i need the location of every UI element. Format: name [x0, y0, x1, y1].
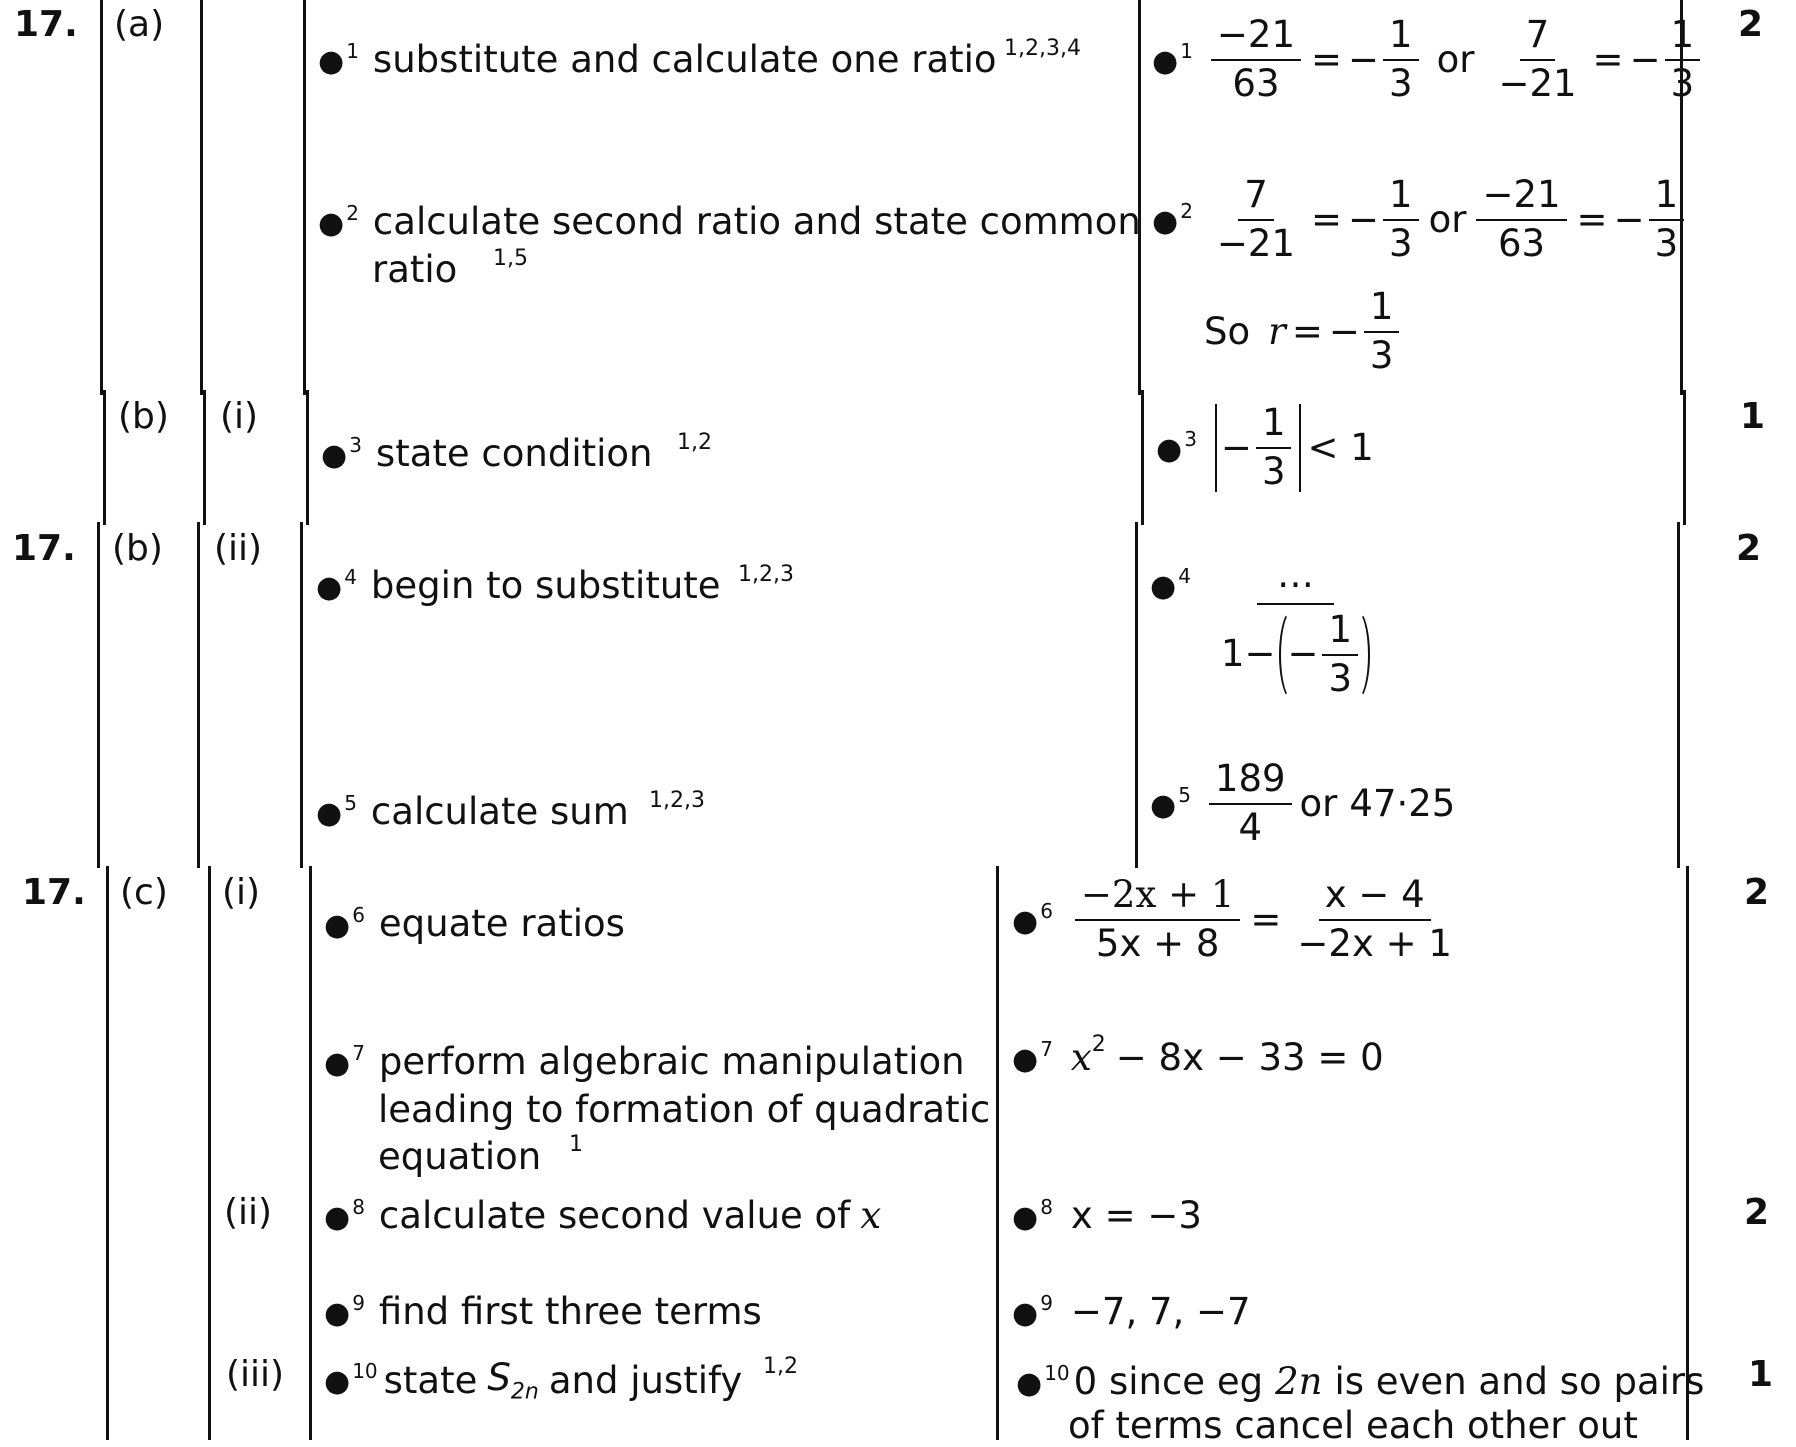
- grid-line: [1141, 390, 1144, 525]
- grid-line: [996, 866, 999, 1440]
- bullet-marker: ● $^4$: [316, 564, 357, 605]
- fraction: $\frac{-21}{63}$: [1211, 16, 1301, 104]
- point-description: calculate second ratio and state common: [372, 200, 1141, 243]
- subpart-label: (ii): [214, 528, 263, 569]
- subpart-label: (i): [220, 396, 259, 437]
- parenthesis-group: − $\frac{1}{3}$: [1279, 609, 1370, 701]
- subpart-label: (iii): [226, 1354, 285, 1395]
- marks-value: 2: [1744, 872, 1770, 913]
- fraction: $\frac{1}{3}$: [1649, 176, 1685, 264]
- sum-symbol: $S_{2n}$: [487, 1356, 539, 1405]
- bullet-marker: ● $^2$: [318, 200, 359, 241]
- expected-point: [324, 1040, 965, 1083]
- fraction: $\frac{1}{3}$: [1383, 16, 1419, 104]
- illustrative-answer: ● $^7$ x $^2$ − 8x − 33 = 0: [1012, 1032, 1384, 1079]
- grid-line: [208, 866, 211, 1440]
- bullet-marker: ● $^1$: [318, 38, 359, 79]
- variable-x: x: [860, 1194, 882, 1237]
- illustrative-answer: ● $^6$ $\frac{-2x + 1}{5x + 8}$ = $\frac{x - 4}{-2x + 1}$: [1012, 876, 1462, 964]
- expected-point: [324, 1290, 762, 1333]
- fraction: $\frac{x - 4}{-2x + 1}$: [1297, 873, 1452, 965]
- fraction: $\frac{1}{3}$: [1364, 288, 1400, 376]
- bullet-marker: ● $^7$: [1012, 1036, 1053, 1077]
- bullet-marker: ● $^1$: [1152, 38, 1193, 79]
- point-description-cont: equation: [378, 1135, 542, 1178]
- bullet-marker: ● $^5$: [316, 790, 357, 831]
- grid-line: [1677, 522, 1680, 868]
- bullet-marker: ● $^6$: [324, 902, 365, 943]
- bullet-marker: ● $^3$: [1156, 426, 1197, 467]
- note-reference: 1,5: [493, 246, 528, 271]
- illustrative-answer: ● $^9$ −7, 7, −7: [1012, 1290, 1251, 1333]
- bullet-marker: ● $^8$: [324, 1194, 365, 1235]
- note-reference: 1: [569, 1132, 583, 1157]
- absolute-value: − $\frac{1}{3}$: [1215, 404, 1302, 492]
- grid-line: [306, 390, 309, 525]
- fraction: $\frac{189}{4}$: [1209, 760, 1292, 848]
- bullet-marker: ● $^9$: [1012, 1290, 1053, 1331]
- bullet-marker: ● $^2$: [1152, 198, 1193, 239]
- fraction: $\frac{-21}{63}$: [1476, 176, 1566, 264]
- point-description: calculate second value of: [378, 1194, 851, 1237]
- marks-value: 2: [1736, 528, 1762, 569]
- illustrative-answer: ● $^1$ $\frac{-21}{63}$ = − $\frac{1}{3}$ or $\frac{7}{-21}$ = − $\frac{1}{3}$: [1152, 16, 1704, 104]
- expected-point: [321, 432, 652, 475]
- grid-line: [300, 522, 303, 868]
- grid-line: [100, 0, 103, 395]
- illustrative-answer: [1150, 553, 1380, 701]
- fraction: … 1− − $\frac{1}{3}$: [1215, 556, 1376, 701]
- expected-point: [324, 1194, 881, 1237]
- bullet-marker: ● $^9$: [324, 1290, 365, 1331]
- fraction: $\frac{7}{-21}$: [1216, 173, 1296, 265]
- bullet-marker: ● $^7$: [324, 1040, 365, 1081]
- illustrative-answer-cont: of terms cancel each other out: [1068, 1404, 1638, 1447]
- bullet-marker: ● $^8$: [1012, 1194, 1053, 1235]
- question-number: 17.: [22, 872, 86, 913]
- illustrative-answer: ● $^3$ − $\frac{1}{3}$ < 1: [1156, 401, 1374, 493]
- fraction: $\frac{1}{3}$: [1256, 404, 1292, 492]
- subpart-label: (i): [222, 872, 261, 913]
- illustrative-answer: ● $^2$ $\frac{7}{-21}$ = − $\frac{1}{3}$ or $\frac{-21}{63}$ = − $\frac{1}{3}$: [1152, 176, 1688, 264]
- point-description: equate ratios: [378, 902, 625, 945]
- grid-line: [1683, 390, 1686, 525]
- grid-line: [1138, 0, 1141, 395]
- expected-point: [316, 564, 721, 607]
- part-label: (c): [120, 872, 168, 913]
- point-description: begin to substitute: [370, 564, 721, 607]
- grid-line: [200, 0, 203, 395]
- grid-line: [103, 390, 106, 525]
- fraction: $\frac{1}{3}$: [1665, 16, 1701, 104]
- grid-line: [1686, 866, 1689, 1440]
- grid-line: [106, 866, 109, 1440]
- point-description: state: [383, 1358, 478, 1402]
- question-number: 17.: [14, 4, 78, 45]
- note-reference: 1,2: [677, 430, 712, 455]
- expected-point: [316, 790, 629, 833]
- grid-line: [303, 0, 306, 395]
- expected-point: [318, 200, 1141, 243]
- expected-point: [324, 902, 625, 945]
- note-reference: 1,2,3: [738, 562, 794, 587]
- part-label: (b): [112, 528, 163, 569]
- point-description-cont: ratio: [372, 248, 458, 291]
- point-description: perform algebraic manipulation: [378, 1040, 965, 1083]
- subpart-label: (ii): [224, 1192, 273, 1233]
- marks-value: 1: [1740, 396, 1766, 437]
- marks-value: 1: [1748, 1354, 1774, 1395]
- bullet-marker: ● $^4$: [1150, 564, 1191, 604]
- grid-line: [197, 522, 200, 868]
- note-reference: 1,2: [763, 1354, 798, 1379]
- part-label: (a): [114, 4, 165, 45]
- point-description: substitute and calculate one ratio: [372, 38, 997, 81]
- point-description: find first three terms: [378, 1290, 762, 1333]
- grid-line: [309, 866, 312, 1440]
- grid-line: [203, 390, 206, 525]
- expected-point: ● $^{10}$ state $S_{2n}$ and justify: [324, 1356, 743, 1405]
- fraction: $\frac{1}{3}$: [1322, 611, 1358, 699]
- marks-value: 2: [1744, 1192, 1770, 1233]
- bullet-marker: ● $^5$: [1150, 782, 1191, 823]
- bullet-marker: ● $^6$: [1012, 898, 1053, 939]
- point-description: calculate sum: [370, 790, 629, 833]
- illustrative-answer: ● $^{10}$ 0 since eg 2n is even and so pairs: [1016, 1360, 1705, 1403]
- fraction: $\frac{7}{-21}$: [1498, 13, 1577, 105]
- part-label: (b): [118, 396, 169, 437]
- question-number: 17.: [12, 528, 76, 569]
- point-description-cont: leading to formation of quadratic: [378, 1088, 991, 1131]
- bullet-marker: ● $^3$: [321, 432, 362, 473]
- bullet-marker: ● $^{10}$: [1016, 1360, 1070, 1401]
- note-reference: 1,2,3,4: [1004, 36, 1081, 61]
- grid-line: [97, 522, 100, 868]
- expected-point: [318, 38, 997, 81]
- illustrative-answer: ● $^8$ x = −3: [1012, 1194, 1202, 1237]
- common-ratio-statement: So r = − $\frac{1}{3}$: [1204, 288, 1403, 376]
- fraction: $\frac{1}{3}$: [1383, 176, 1419, 264]
- marks-value: 2: [1738, 4, 1764, 45]
- bullet-marker: ● $^{10}$: [324, 1359, 378, 1400]
- point-description: state condition: [375, 432, 653, 475]
- fraction: $\frac{-2x + 1}{5x + 8}$: [1075, 876, 1240, 964]
- illustrative-answer: ● $^5$ $\frac{189}{4}$ or 47·25: [1150, 757, 1456, 849]
- note-reference: 1,2,3: [649, 788, 705, 813]
- grid-line: [1135, 522, 1138, 868]
